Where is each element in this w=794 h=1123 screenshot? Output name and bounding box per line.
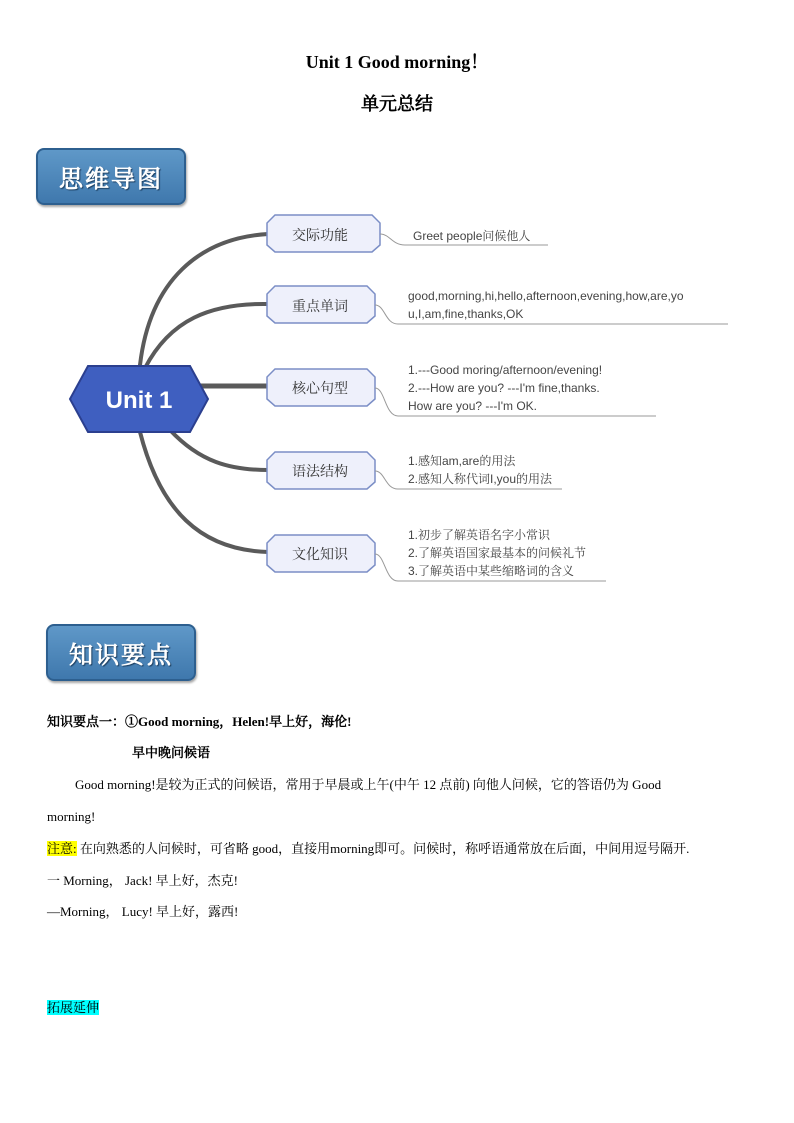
section-knowledge-heading: 知识要点 (46, 624, 196, 681)
branch-text-2-line2: u,I,am,fine,thanks,OK (408, 307, 524, 321)
branch-label-5: 文化知识 (292, 546, 348, 562)
page-title: Unit 1 Good morning！ (305, 52, 489, 72)
mind-map (0, 200, 794, 600)
extend-heading (47, 999, 99, 1017)
point-1-heading (47, 713, 351, 731)
section-mindmap-heading: 思维导图 (36, 148, 186, 205)
note-line (47, 840, 689, 858)
connector-5 (140, 432, 268, 552)
connector-2 (145, 304, 268, 368)
branch-label-4: 语法结构 (292, 463, 348, 479)
note-text: 在向熟悉的人问候时，可省略 good，直接用morning即可。问候时，称呼语通常放在后面，中间用逗号隔开. (76, 841, 690, 856)
example-2: —Morning， Lucy! 早上好，露西! (47, 904, 239, 919)
example-1: 一 Morning， Jack! 早上好，杰克! (47, 873, 239, 888)
branch-text-5-line2: 2.了解英语国家最基本的问候礼节 (408, 546, 587, 560)
branch-label-2: 重点单词 (292, 298, 348, 314)
center-node-label: Unit 1 (105, 387, 173, 414)
branch-text-3-line1: 1.---Good moring/afternoon/evening! (408, 363, 603, 377)
greeting-subheading: 早中晚问候语 (132, 745, 211, 760)
branch-text-4-line1: 1.感知am,are的用法 (408, 454, 516, 468)
branch-text-1-line1: Greet people问候他人 (413, 229, 531, 243)
extend-label: 拓展延伸 (47, 1000, 100, 1015)
branch-text-2-line1: good,morning,hi,hello,afternoon,evening,how,are,yo (408, 289, 684, 303)
branch-text-5-line1: 1.初步了解英语名字小常识 (408, 528, 551, 542)
branch-text-3-line3: How are you? ---I'm OK. (408, 399, 537, 413)
branch-text-3-line2: 2.---How are you? ---I'm fine,thanks. (408, 381, 600, 395)
page-subtitle: 单元总结 (361, 94, 433, 115)
branch-label-1: 交际功能 (292, 227, 348, 243)
point-1-prefix: 知识要点一： (47, 714, 126, 729)
note-label: 注意: (47, 841, 77, 856)
branch-text-4-line2: 2.感知人称代词I,you的用法 (408, 472, 553, 486)
point-1-text: Good morning，Helen!早上好，海伦! (138, 714, 352, 729)
branch-text-5-line3: 3.了解英语中某些缩略词的含义 (408, 564, 575, 578)
paragraph-1-line2: morning! (47, 809, 96, 824)
branch-label-3: 核心句型 (292, 380, 348, 396)
connector-4 (170, 430, 268, 470)
point-1-number: ① (125, 714, 139, 729)
paragraph-1-line1: Good morning!是较为正式的问候语，常用于早晨或上午(中午 12 点前) 向他人问候，它的答语仍为 Good (75, 777, 662, 792)
